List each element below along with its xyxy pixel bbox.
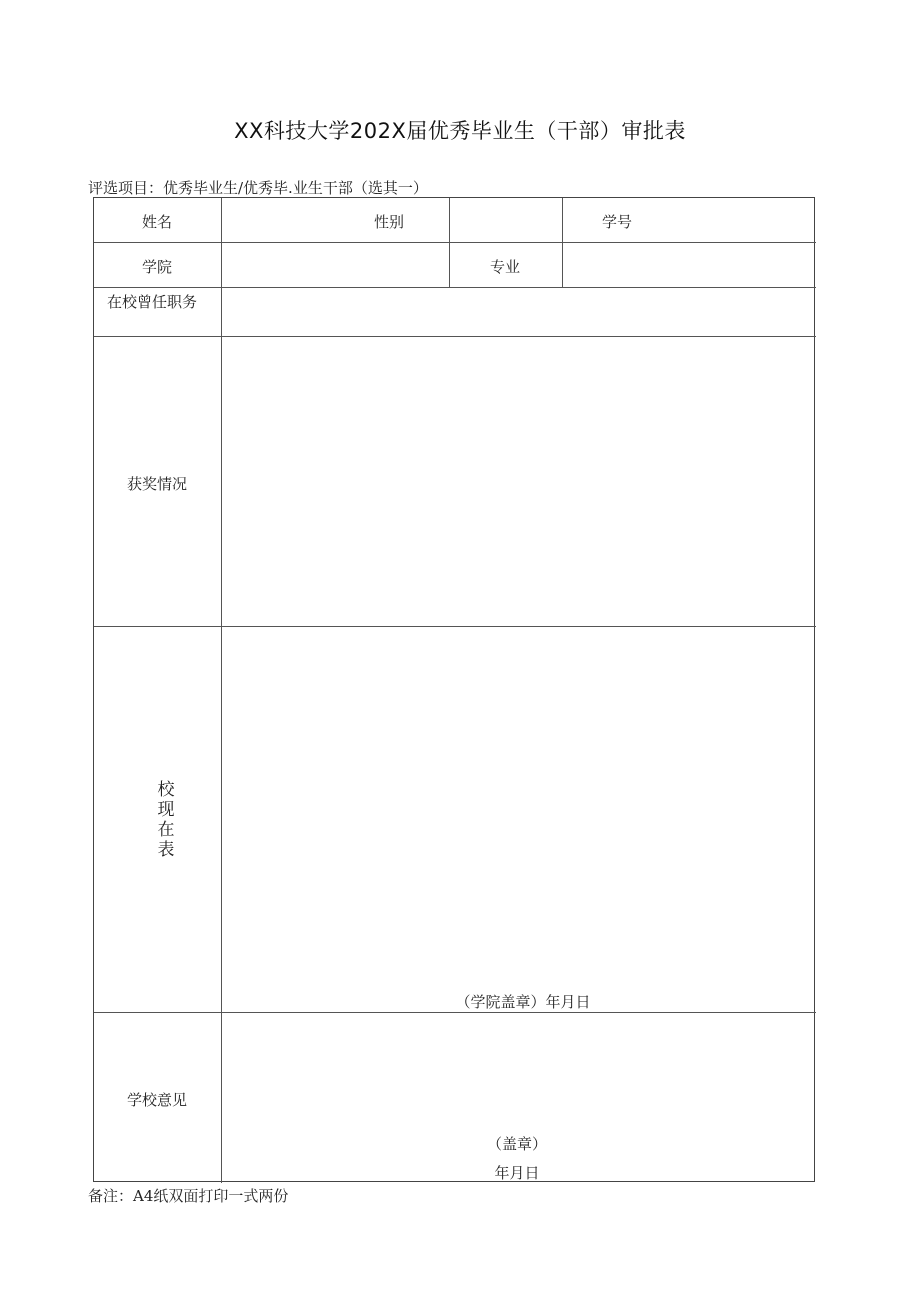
major-label: 专业 xyxy=(489,258,521,276)
column-divider xyxy=(449,198,450,287)
awards-label: 获奖情况 xyxy=(126,475,188,493)
page-title: XX科技大学202X届优秀毕业生（干部）审批表 xyxy=(234,119,686,143)
row-divider xyxy=(94,287,816,288)
performance-label-char: 表 xyxy=(157,840,175,860)
school-date: 年月日 xyxy=(494,1164,540,1182)
position-label: 在校曾任职务 xyxy=(107,293,198,311)
gender-label: 性别 xyxy=(373,213,405,231)
performance-label-char: 在 xyxy=(157,820,175,840)
row-divider xyxy=(94,336,816,337)
column-divider xyxy=(221,198,222,1183)
performance-label-char: 校 xyxy=(157,780,175,800)
name-label: 姓名 xyxy=(141,213,173,231)
performance-label-vertical xyxy=(156,780,176,860)
student-id-label: 学号 xyxy=(601,213,633,231)
row-divider xyxy=(94,626,816,627)
college-label: 学院 xyxy=(141,258,173,276)
row-divider xyxy=(94,1012,816,1013)
column-divider xyxy=(562,198,563,287)
school-opinion-label: 学校意见 xyxy=(126,1091,188,1109)
selection-item-text: 评选项目：优秀毕业生/优秀毕.业生干部（选其一） xyxy=(88,179,428,197)
footnote: 备注：A4纸双面打印一式两份 xyxy=(88,1187,289,1205)
performance-label-char: 现 xyxy=(157,800,175,820)
approval-form-table xyxy=(93,197,815,1182)
college-seal-date: （学院盖章）年月日 xyxy=(455,993,591,1011)
school-seal: （盖章） xyxy=(486,1135,548,1153)
row-divider xyxy=(94,242,816,243)
